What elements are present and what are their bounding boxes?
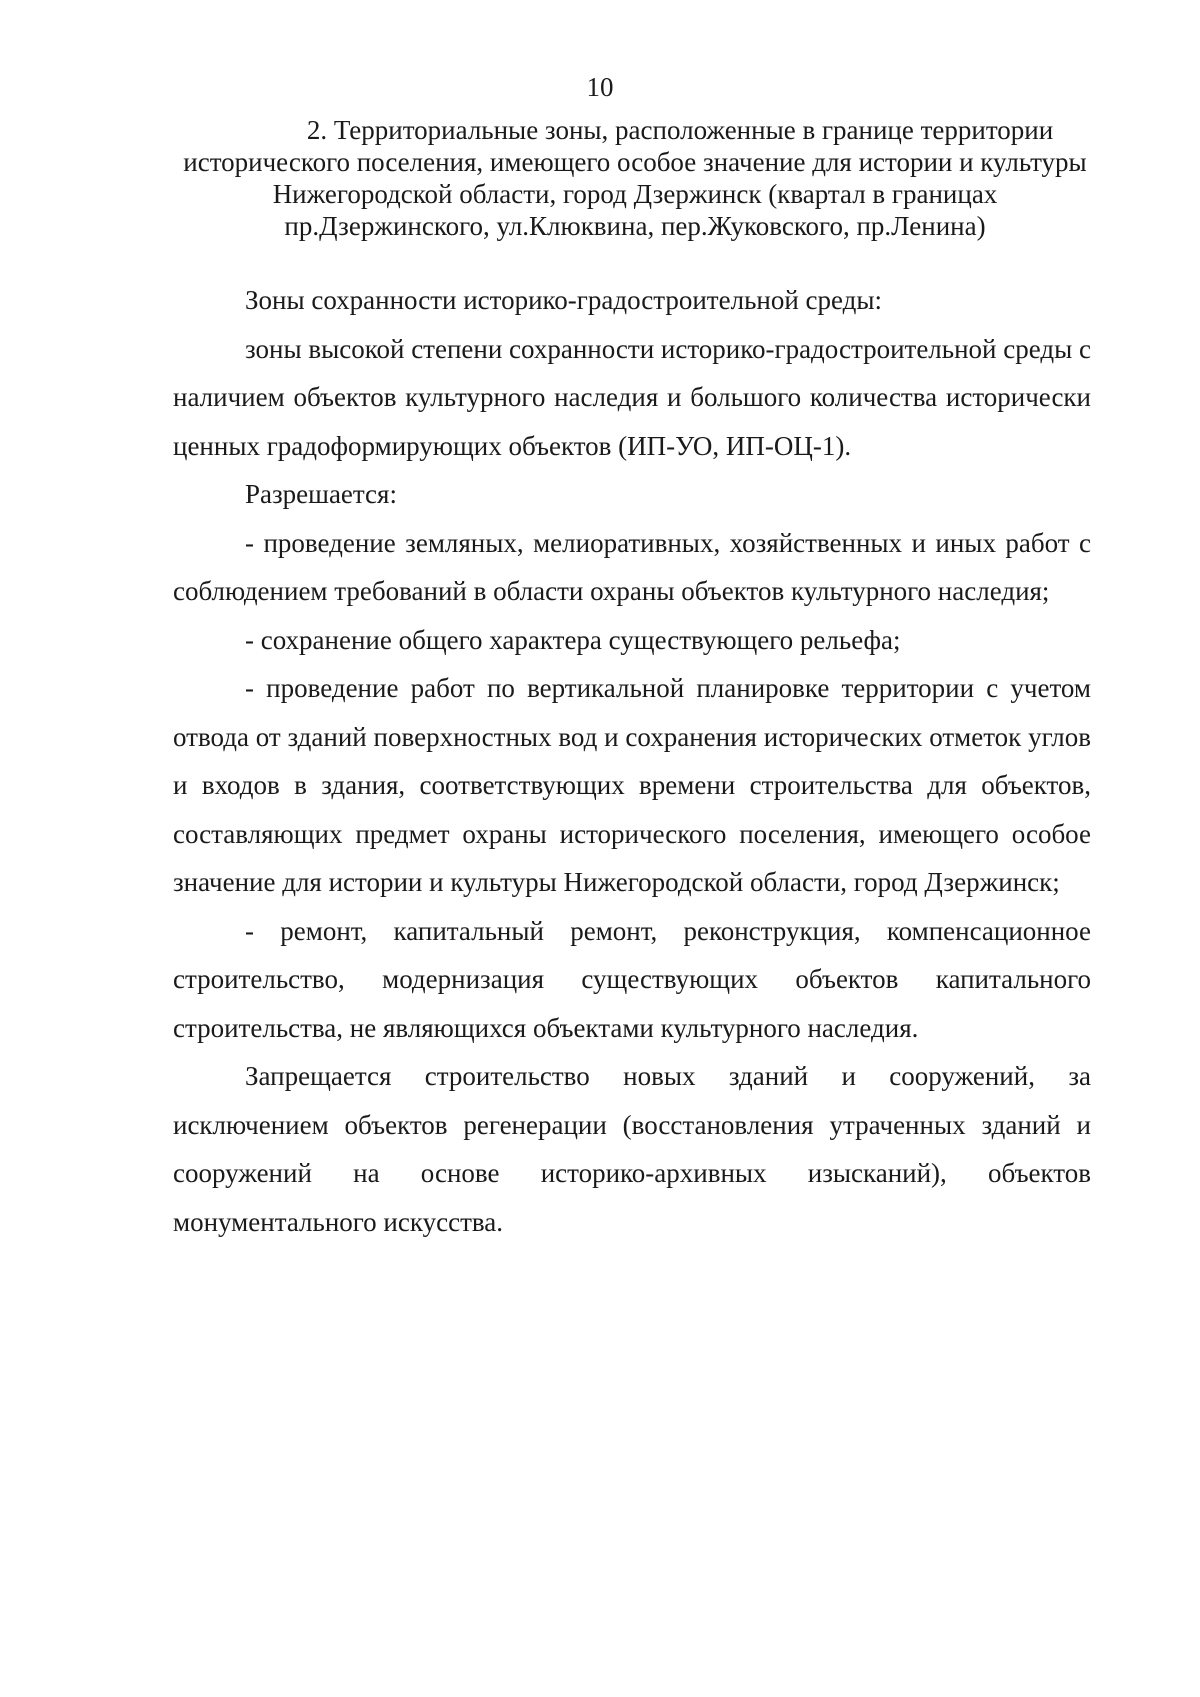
paragraph: - проведение работ по вертикальной планировке территории с учетом отвода от зданий поверхностных вод и сохранения исторических отметок углов и входов в здания, соответствующих времени строительства для объектов, составляющих предмет охраны исторического поселения, имеющего особое значение для истории и культуры Нижегородской области, город Дзержинск; [173,673,1091,897]
paragraph: Запрещается строительство новых зданий и сооружений, за исключением объектов регенерации (восстановления утраченных зданий и сооружений на основе историко-архивных изысканий), объектов монументального искусства. [173,1061,1091,1237]
heading-line: пр.Дзержинского, ул.Клюквина, пер.Жуковского, пр.Ленина) [284,211,986,241]
heading-line: Нижегородской области, город Дзержинск (квартал в границах [272,179,998,209]
document-body [173,276,1091,1246]
paragraph: Разрешается: [245,479,397,509]
paragraph: - сохранение общего характера существующего рельефа; [245,624,901,655]
page-number: 10 [586,72,614,102]
paragraph: зоны высокой степени сохранности историко-градостроительной среды с наличием объектов культурного наследия и большого количества исторически ценных градоформирующих объектов (ИП-УО, ИП-ОЦ-1). [173,333,1091,461]
paragraph: - ремонт, капитальный ремонт, реконструкция, компенсационное строительство, модернизация существующих объектов капитального строительства, не являющихся объектами культурного наследия. [173,915,1091,1043]
paragraph: Зоны сохранности историко-градостроительной среды: [245,285,883,315]
heading-line: 2. Территориальные зоны, расположенные в границе территории [306,115,1054,145]
paragraph: - проведение земляных, мелиоративных, хозяйственных и иных работ с соблюдением требований в области охраны объектов культурного наследия; [173,527,1091,606]
section-heading [170,114,1100,242]
heading-line: исторического поселения, имеющего особое значение для истории и культуры [183,147,1087,177]
